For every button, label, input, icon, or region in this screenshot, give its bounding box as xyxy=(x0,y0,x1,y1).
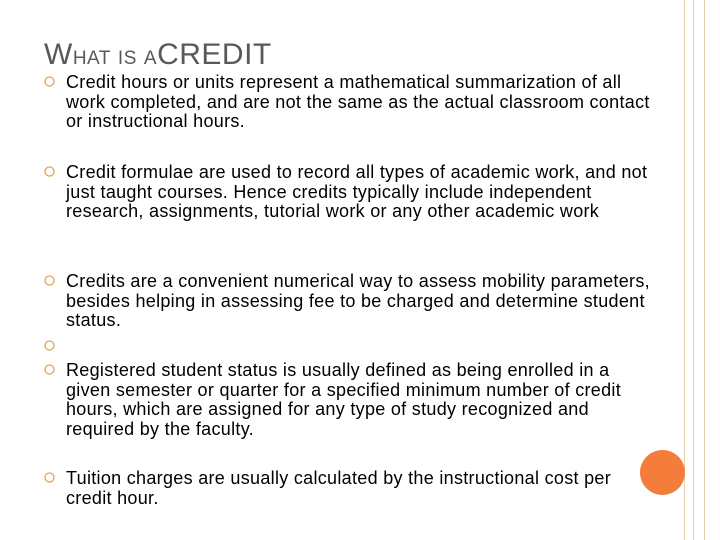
bullet-text: Credits are a convenient numerical way to assess mobility parameters, besides helping in assessing fee to be charged and determine student status. xyxy=(66,271,650,330)
circle-bullet-icon xyxy=(44,166,55,177)
circle-bullet-icon xyxy=(44,275,55,286)
title-word-is: IS xyxy=(117,48,137,69)
circle-bullet-icon xyxy=(44,364,55,375)
bullet-text: Tuition charges are usually calculated by the instructional cost per credit hour. xyxy=(66,468,612,508)
decorative-frame-line-2 xyxy=(693,0,694,540)
title-letter-w: W xyxy=(44,38,73,71)
circle-bullet-icon xyxy=(44,340,55,351)
decorative-frame-line-3 xyxy=(704,0,705,540)
bullet-text: Credit hours or units represent a mathematical summarization of all work completed, and are not the same as the actual classroom contact or instructional hours. xyxy=(66,72,650,131)
title-letters-hat: HAT xyxy=(72,48,111,69)
slide-title xyxy=(44,38,272,72)
bullet-text: Registered student status is usually defined as being enrolled in a given semester or quarter for a specified minimum number of credit hours, which are assigned for any type of study recognized and required by the faculty. xyxy=(66,360,622,439)
title-word-a: A xyxy=(143,48,158,69)
decorative-frame-line-1 xyxy=(684,0,685,540)
circle-bullet-icon xyxy=(44,76,55,87)
bullet-text: Credit formulae are used to record all types of academic work, and not just taught courses. Hence credits typically include independent research, assignments, tutorial work or any other academic work xyxy=(66,162,648,221)
circle-bullet-icon xyxy=(44,472,55,483)
title-word-credit: CREDIT xyxy=(157,38,272,71)
